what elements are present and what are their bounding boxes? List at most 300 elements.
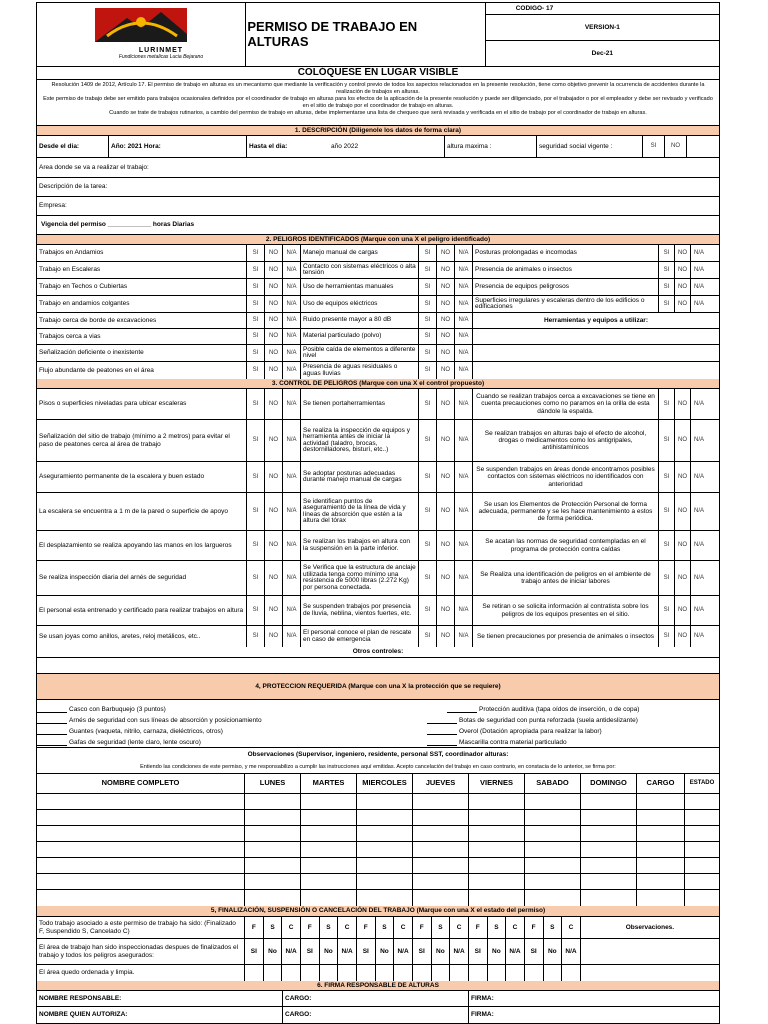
hazard-c-no[interactable]: NO	[675, 296, 691, 312]
control-c-no[interactable]: NO	[675, 561, 691, 595]
hazard-a-si[interactable]: SI	[247, 362, 265, 379]
finalization-status-s[interactable]: S	[264, 917, 283, 938]
table-cell[interactable]	[469, 874, 525, 889]
hazard-a-na[interactable]: N/A	[283, 345, 301, 361]
control-a-na[interactable]: N/A	[283, 596, 301, 625]
hazard-a-na[interactable]: N/A	[283, 279, 301, 295]
control-a-na[interactable]: N/A	[283, 462, 301, 492]
control-b-na[interactable]: N/A	[455, 531, 473, 560]
hazard-a-no[interactable]: NO	[265, 262, 283, 278]
otros-blank-row[interactable]	[37, 658, 719, 674]
protection-right[interactable]	[387, 717, 719, 724]
control-a-no[interactable]: NO	[265, 531, 283, 560]
empresa-row[interactable]	[37, 197, 719, 216]
autoriza-cargo[interactable]: CARGO:	[283, 1007, 469, 1023]
control-b-na[interactable]: N/A	[455, 389, 473, 419]
table-cell[interactable]	[525, 858, 581, 873]
finalization-blank[interactable]	[282, 965, 301, 981]
table-cell[interactable]	[469, 826, 525, 841]
protection-blank[interactable]	[427, 718, 457, 724]
hazard-b-na[interactable]: N/A	[455, 296, 473, 312]
hazard-a-no[interactable]: NO	[265, 296, 283, 312]
finalization-check-na[interactable]: N/A	[562, 939, 581, 964]
finalization-blank[interactable]	[376, 965, 395, 981]
control-b-no[interactable]: NO	[437, 389, 455, 419]
table-cell[interactable]	[685, 810, 719, 825]
table-cell[interactable]	[685, 794, 719, 809]
hazard-a-no[interactable]: NO	[265, 345, 283, 361]
hasta-label[interactable]: Hasta el dia:	[249, 142, 288, 150]
herramientas-blank[interactable]	[473, 345, 719, 361]
hazard-a-na[interactable]: N/A	[283, 362, 301, 379]
protection-blank[interactable]	[427, 729, 457, 735]
hazard-b-no[interactable]: NO	[437, 329, 455, 344]
control-a-label: La escalera se encuentra a 1 m de la pared o superficie de apoyo	[37, 493, 247, 530]
finalization-status-c[interactable]: C	[338, 917, 357, 938]
control-b-na[interactable]: N/A	[455, 596, 473, 625]
finalization-check-na[interactable]: N/A	[506, 939, 525, 964]
control-b-no[interactable]: NO	[437, 561, 455, 595]
protection-left[interactable]	[37, 739, 387, 746]
table-cell[interactable]	[301, 842, 357, 857]
table-cell[interactable]	[37, 890, 245, 906]
hazard-a-na[interactable]: N/A	[283, 296, 301, 312]
table-cell[interactable]	[301, 810, 357, 825]
control-a-si[interactable]: SI	[247, 626, 265, 647]
hazard-a-no[interactable]: NO	[265, 245, 283, 261]
control-a-si[interactable]: SI	[247, 420, 265, 461]
hazard-a-si[interactable]: SI	[247, 329, 265, 344]
hazard-a-si[interactable]: SI	[247, 262, 265, 278]
control-b-si[interactable]: SI	[419, 462, 437, 492]
finalization-status-f[interactable]: F	[469, 917, 488, 938]
hazard-c-si[interactable]: SI	[659, 245, 675, 261]
table-cell[interactable]	[37, 858, 245, 873]
table-cell[interactable]	[245, 890, 301, 906]
finalization-check-si[interactable]: SI	[469, 939, 488, 964]
table-cell[interactable]	[413, 874, 469, 889]
finalization-check-si[interactable]: SI	[301, 939, 320, 964]
control-c-na[interactable]: N/A	[693, 574, 704, 581]
table-cell[interactable]	[581, 874, 637, 889]
responsable-firma[interactable]: FIRMA:	[471, 994, 494, 1002]
table-cell[interactable]	[581, 794, 637, 809]
table-cell[interactable]	[37, 842, 245, 857]
control-a-no[interactable]: NO	[265, 596, 283, 625]
hazard-c-si[interactable]: SI	[659, 262, 675, 278]
area-row[interactable]	[37, 158, 719, 178]
control-a-na[interactable]: N/A	[283, 531, 301, 560]
finalization-check-si[interactable]: SI	[413, 939, 432, 964]
finalization-blank[interactable]	[450, 965, 469, 981]
table-cell[interactable]	[357, 842, 413, 857]
table-cell[interactable]	[685, 858, 719, 873]
table-cell[interactable]	[37, 874, 245, 889]
protection-left[interactable]	[37, 706, 387, 713]
table-cell[interactable]	[357, 874, 413, 889]
control-c-no[interactable]: NO	[675, 389, 691, 419]
hazard-c-no[interactable]: NO	[675, 279, 691, 295]
table-cell[interactable]	[637, 794, 685, 809]
hazard-b-no[interactable]: NO	[437, 296, 455, 312]
table-cell[interactable]	[637, 826, 685, 841]
table-cell[interactable]	[413, 858, 469, 873]
hazard-b-si[interactable]: SI	[419, 345, 437, 361]
table-cell[interactable]	[581, 842, 637, 857]
control-c-si[interactable]: SI	[659, 389, 675, 419]
hazard-b-na[interactable]: N/A	[455, 279, 473, 295]
table-cell[interactable]	[245, 874, 301, 889]
hazard-a-no[interactable]: NO	[265, 329, 283, 344]
hazard-a-no[interactable]: NO	[265, 362, 283, 379]
protection-right[interactable]	[387, 728, 719, 735]
finalization-status-s[interactable]: S	[320, 917, 339, 938]
vigencia-row[interactable]	[37, 216, 719, 235]
table-cell[interactable]	[413, 794, 469, 809]
table-cell[interactable]	[685, 874, 719, 889]
finalization-blank[interactable]	[357, 965, 376, 981]
protection-blank[interactable]	[37, 740, 67, 746]
table-cell[interactable]	[581, 858, 637, 873]
hazard-b-no[interactable]: NO	[437, 279, 455, 295]
control-b-no[interactable]: NO	[437, 531, 455, 560]
finalization-check-na[interactable]: N/A	[282, 939, 301, 964]
hazard-a-na[interactable]: N/A	[283, 262, 301, 278]
control-a-no[interactable]: NO	[265, 420, 283, 461]
control-c-na[interactable]: N/A	[693, 508, 704, 515]
finalization-check-no[interactable]: No	[432, 939, 451, 964]
control-b-si[interactable]: SI	[419, 596, 437, 625]
table-cell[interactable]	[413, 842, 469, 857]
control-a-na[interactable]: N/A	[283, 626, 301, 647]
hazard-a-si[interactable]: SI	[247, 345, 265, 361]
finalization-status-f[interactable]: F	[357, 917, 376, 938]
hazard-c-na[interactable]: N/A	[693, 283, 704, 290]
finalization-blank[interactable]	[432, 965, 451, 981]
finalization-status-f[interactable]: F	[245, 917, 264, 938]
finalization-blank[interactable]	[394, 965, 413, 981]
finalization-status-s[interactable]: S	[544, 917, 563, 938]
control-b-na[interactable]: N/A	[455, 626, 473, 647]
table-cell[interactable]	[301, 794, 357, 809]
hazard-a-si[interactable]: SI	[247, 296, 265, 312]
hazard-b-no[interactable]: NO	[437, 345, 455, 361]
hazard-b-si[interactable]: SI	[419, 329, 437, 344]
herramientas-blank[interactable]	[473, 329, 719, 344]
control-a-si[interactable]: SI	[247, 561, 265, 595]
protection-right[interactable]	[387, 706, 719, 713]
anio2-label[interactable]: año 2022	[329, 136, 445, 157]
responsable-label[interactable]: NOMBRE RESPONSABLE:	[37, 991, 283, 1006]
table-cell[interactable]	[245, 842, 301, 857]
finalization-check-na[interactable]: N/A	[338, 939, 357, 964]
finalization-status-c[interactable]: C	[562, 917, 581, 938]
control-c-no[interactable]: NO	[675, 596, 691, 625]
hazard-c-na[interactable]: N/A	[693, 249, 704, 256]
finalization-status-f[interactable]: F	[413, 917, 432, 938]
protection-blank[interactable]	[447, 707, 477, 713]
table-cell[interactable]	[301, 858, 357, 873]
finalization-status-c[interactable]: C	[506, 917, 525, 938]
hazard-a-na[interactable]: N/A	[283, 313, 301, 328]
anio1-label[interactable]: Año: 2021 Hora:	[111, 142, 161, 150]
control-c-si[interactable]: SI	[659, 462, 675, 492]
finalization-status-s[interactable]: S	[432, 917, 451, 938]
hazard-a-na[interactable]: N/A	[283, 245, 301, 261]
finalization-blank[interactable]	[544, 965, 563, 981]
hazard-b-na[interactable]: N/A	[455, 245, 473, 261]
seguridad-no[interactable]: NO	[665, 136, 687, 157]
finalization-blank[interactable]	[264, 965, 283, 981]
control-c-si[interactable]: SI	[659, 493, 675, 530]
table-cell[interactable]	[301, 826, 357, 841]
finalization-check-na[interactable]: N/A	[394, 939, 413, 964]
table-cell[interactable]	[357, 858, 413, 873]
control-b-no[interactable]: NO	[437, 420, 455, 461]
herramientas-blank[interactable]	[473, 362, 719, 379]
table-cell[interactable]	[685, 826, 719, 841]
protection-blank[interactable]	[37, 729, 67, 735]
control-b-no[interactable]: NO	[437, 462, 455, 492]
hazard-c-no[interactable]: NO	[675, 245, 691, 261]
control-b-no[interactable]: NO	[437, 596, 455, 625]
hazard-c-si[interactable]: SI	[659, 296, 675, 312]
finalization-check-si[interactable]: SI	[357, 939, 376, 964]
table-cell[interactable]	[469, 858, 525, 873]
finalization-blank[interactable]	[320, 965, 339, 981]
finalization-obs-blank[interactable]	[581, 939, 719, 964]
control-b-na[interactable]: N/A	[455, 493, 473, 530]
hazard-b-na[interactable]: N/A	[455, 329, 473, 344]
table-cell[interactable]	[469, 890, 525, 906]
finalization-status-c[interactable]: C	[282, 917, 301, 938]
hazard-a-si[interactable]: SI	[247, 313, 265, 328]
control-a-no[interactable]: NO	[265, 626, 283, 647]
hazard-b-no[interactable]: NO	[437, 313, 455, 328]
control-a-si[interactable]: SI	[247, 493, 265, 530]
control-a-si[interactable]: SI	[247, 596, 265, 625]
table-cell[interactable]	[637, 810, 685, 825]
table-cell[interactable]	[245, 826, 301, 841]
finalization-blank[interactable]	[525, 965, 544, 981]
table-cell[interactable]	[301, 874, 357, 889]
table-cell[interactable]	[469, 842, 525, 857]
protection-blank[interactable]	[37, 718, 67, 724]
finalization-obs-blank[interactable]	[581, 965, 719, 981]
table-cell[interactable]	[413, 810, 469, 825]
hazard-c-na[interactable]: N/A	[693, 300, 704, 307]
table-cell[interactable]	[525, 810, 581, 825]
hazard-b-si[interactable]: SI	[419, 362, 437, 379]
table-cell[interactable]	[637, 842, 685, 857]
control-b-si[interactable]: SI	[419, 420, 437, 461]
finalization-check-no[interactable]: No	[320, 939, 339, 964]
table-cell[interactable]	[37, 826, 245, 841]
control-c-na[interactable]: N/A	[693, 473, 704, 480]
protection-blank[interactable]	[37, 707, 67, 713]
table-cell[interactable]	[301, 890, 357, 906]
table-cell[interactable]	[469, 810, 525, 825]
hazard-b-no[interactable]: NO	[437, 245, 455, 261]
hazard-a-si[interactable]: SI	[247, 279, 265, 295]
table-cell[interactable]	[357, 826, 413, 841]
finalization-status-f[interactable]: F	[525, 917, 544, 938]
control-c-na[interactable]: N/A	[693, 542, 704, 549]
table-cell[interactable]	[357, 794, 413, 809]
control-b-no[interactable]: NO	[437, 493, 455, 530]
otros-row[interactable]	[37, 647, 719, 658]
protection-left[interactable]	[37, 728, 387, 735]
finalization-blank[interactable]	[562, 965, 581, 981]
hazard-a-si[interactable]: SI	[247, 245, 265, 261]
table-cell[interactable]	[413, 890, 469, 906]
hazard-c-si[interactable]: SI	[659, 279, 675, 295]
control-b-na[interactable]: N/A	[455, 462, 473, 492]
responsable-cargo[interactable]: CARGO:	[283, 991, 469, 1006]
table-cell[interactable]	[581, 810, 637, 825]
hazard-b-no[interactable]: NO	[437, 362, 455, 379]
hazard-a-na[interactable]: N/A	[283, 329, 301, 344]
table-cell[interactable]	[37, 810, 245, 825]
control-a-no[interactable]: NO	[265, 462, 283, 492]
autoriza-firma[interactable]: FIRMA:	[471, 1011, 494, 1019]
control-a-na[interactable]: N/A	[283, 561, 301, 595]
hazard-c-na[interactable]: N/A	[693, 266, 704, 273]
finalization-status-f[interactable]: F	[301, 917, 320, 938]
table-cell[interactable]	[245, 810, 301, 825]
table-cell[interactable]	[469, 794, 525, 809]
finalization-status-s[interactable]: S	[376, 917, 395, 938]
tarea-row[interactable]	[37, 178, 719, 197]
table-cell[interactable]	[637, 858, 685, 873]
table-cell[interactable]	[525, 794, 581, 809]
hazard-b-si[interactable]: SI	[419, 296, 437, 312]
table-cell[interactable]	[685, 890, 719, 906]
table-cell[interactable]	[685, 842, 719, 857]
hazard-b-na[interactable]: N/A	[455, 345, 473, 361]
table-cell[interactable]	[413, 826, 469, 841]
table-cell[interactable]	[357, 890, 413, 906]
protection-right[interactable]	[387, 739, 719, 746]
hazard-c-no[interactable]: NO	[675, 262, 691, 278]
hazard-b-si[interactable]: SI	[419, 313, 437, 328]
control-b-na[interactable]: N/A	[455, 561, 473, 595]
table-cell[interactable]	[245, 794, 301, 809]
control-c-si[interactable]: SI	[659, 626, 675, 647]
finalization-blank[interactable]	[338, 965, 357, 981]
table-cell[interactable]	[525, 874, 581, 889]
table-cell[interactable]	[525, 842, 581, 857]
autoriza-label[interactable]: NOMBRE QUIEN AUTORIZA:	[37, 1007, 283, 1023]
control-b-si[interactable]: SI	[419, 389, 437, 419]
control-a-na[interactable]: N/A	[283, 493, 301, 530]
finalization-check-no[interactable]: No	[376, 939, 395, 964]
control-c-si[interactable]: SI	[659, 531, 675, 560]
form-title: PERMISO DE TRABAJO EN ALTURAS	[247, 19, 418, 49]
hazard-b-si[interactable]: SI	[419, 245, 437, 261]
control-c-na[interactable]: N/A	[693, 633, 704, 640]
control-a-no[interactable]: NO	[265, 561, 283, 595]
control-a-na[interactable]: N/A	[283, 420, 301, 461]
control-c-na[interactable]: N/A	[693, 607, 704, 614]
hazard-a-no[interactable]: NO	[265, 313, 283, 328]
protection-left[interactable]	[37, 717, 387, 724]
hazard-b-si[interactable]: SI	[419, 279, 437, 295]
control-a-na[interactable]: N/A	[283, 389, 301, 419]
finalization-blank[interactable]	[506, 965, 525, 981]
table-cell[interactable]	[525, 890, 581, 906]
control-c-no[interactable]: NO	[675, 462, 691, 492]
finalization-check-no[interactable]: No	[544, 939, 563, 964]
control-b-no[interactable]: NO	[437, 626, 455, 647]
control-c-si[interactable]: SI	[659, 420, 675, 461]
control-a-label: Pisos o superficies niveladas para ubicar escaleras	[37, 389, 247, 419]
finalization-status-c[interactable]: C	[450, 917, 469, 938]
control-c-si[interactable]: SI	[659, 561, 675, 595]
control-c-na[interactable]: N/A	[693, 437, 704, 444]
finalization-check-na[interactable]: N/A	[450, 939, 469, 964]
finalization-check-no[interactable]: No	[264, 939, 283, 964]
finalization-status-c[interactable]: C	[394, 917, 413, 938]
finalization-check-no[interactable]: No	[488, 939, 507, 964]
control-b-si[interactable]: SI	[419, 493, 437, 530]
control-a-no[interactable]: NO	[265, 493, 283, 530]
control-c-no[interactable]: NO	[675, 420, 691, 461]
table-cell[interactable]	[637, 890, 685, 906]
finalization-status-s[interactable]: S	[488, 917, 507, 938]
control-b-si[interactable]: SI	[419, 531, 437, 560]
control-a-si[interactable]: SI	[247, 462, 265, 492]
control-c-no[interactable]: NO	[675, 626, 691, 647]
control-c-no[interactable]: NO	[675, 493, 691, 530]
table-cell[interactable]	[581, 826, 637, 841]
hazard-b-no[interactable]: NO	[437, 262, 455, 278]
finalization-blank[interactable]	[469, 965, 488, 981]
finalization-check-si[interactable]: SI	[245, 939, 264, 964]
hazard-b-na[interactable]: N/A	[455, 313, 473, 328]
control-b-si[interactable]: SI	[419, 626, 437, 647]
finalization-blank[interactable]	[301, 965, 320, 981]
control-c-no[interactable]: NO	[675, 531, 691, 560]
control-a-si[interactable]: SI	[247, 531, 265, 560]
seguridad-si[interactable]: SI	[643, 136, 665, 157]
hazard-a-no[interactable]: NO	[265, 279, 283, 295]
table-cell[interactable]	[525, 826, 581, 841]
table-cell[interactable]	[245, 858, 301, 873]
control-b-si[interactable]: SI	[419, 561, 437, 595]
finalization-blank[interactable]	[413, 965, 432, 981]
table-cell[interactable]	[357, 810, 413, 825]
control-a-si[interactable]: SI	[247, 389, 265, 419]
finalization-blank[interactable]	[245, 965, 264, 981]
altura-label[interactable]: altura maxima :	[445, 136, 537, 157]
finalization-blank[interactable]	[488, 965, 507, 981]
hazard-c-label: Superficies irregulares y escaleras dentro de los edificios o edificaciones	[473, 296, 659, 312]
hazard-b-si[interactable]: SI	[419, 262, 437, 278]
hazard-b-na[interactable]: N/A	[455, 362, 473, 379]
control-b-na[interactable]: N/A	[455, 420, 473, 461]
finalization-check-si[interactable]: SI	[525, 939, 544, 964]
control-c-na[interactable]: N/A	[693, 400, 704, 407]
protection-blank[interactable]	[427, 740, 457, 746]
desde-label[interactable]: Desde el dia:	[37, 136, 109, 157]
hazard-b-na[interactable]: N/A	[455, 262, 473, 278]
control-a-no[interactable]: NO	[265, 389, 283, 419]
table-cell[interactable]	[581, 890, 637, 906]
table-cell[interactable]	[37, 794, 245, 809]
table-cell[interactable]	[637, 874, 685, 889]
control-c-si[interactable]: SI	[659, 596, 675, 625]
